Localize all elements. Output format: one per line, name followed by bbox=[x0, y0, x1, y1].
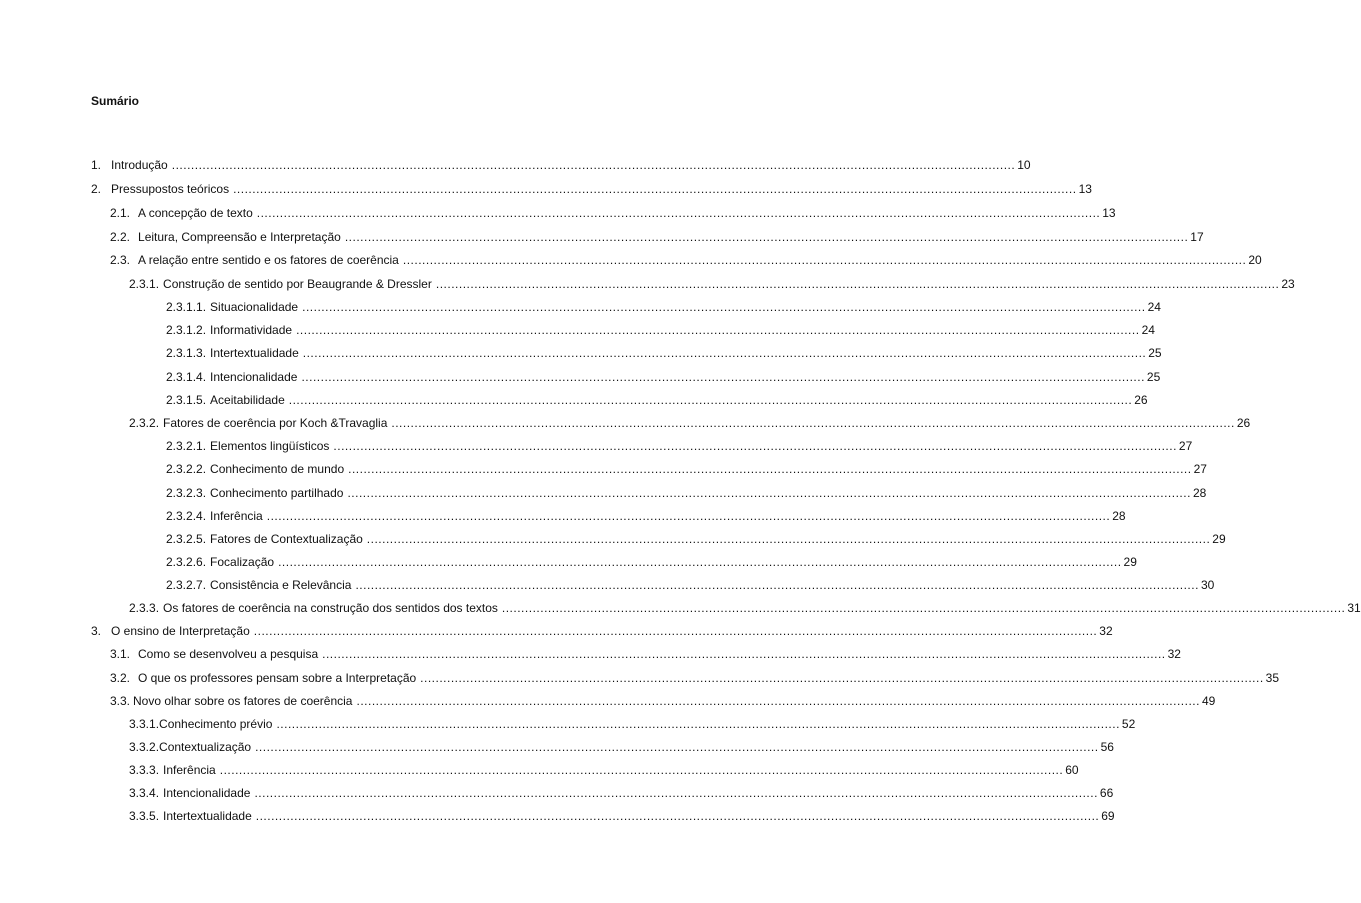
toc-entry-title: Focalização bbox=[210, 555, 275, 569]
toc-entry-leader-dots: ............................................................................................................................................................................................................................ bbox=[344, 230, 1189, 244]
toc-entry-page-number: 52 bbox=[1121, 717, 1136, 731]
toc-entry-number: 2.3. bbox=[110, 253, 131, 267]
toc-entry-title: Fatores de Contextualização bbox=[210, 532, 363, 546]
toc-entry-title: Elementos lingüísticos bbox=[210, 439, 330, 453]
toc-entry-leader-dots: ............................................................................................................................................................................................................................ bbox=[233, 182, 1077, 196]
toc-entry-page-number: 17 bbox=[1190, 230, 1204, 244]
toc-entry-page-number: 28 bbox=[1192, 486, 1207, 500]
toc-entry[interactable] bbox=[166, 461, 1207, 477]
toc-entry-leader-dots: ............................................................................................................................................................................................................................ bbox=[302, 346, 1147, 360]
toc-entry-number: 2.3.1.3. bbox=[166, 346, 207, 360]
toc-entry-leader-dots: ............................................................................................................................................................................................................................ bbox=[288, 393, 1133, 407]
toc-entry-title: Intertextualidade bbox=[210, 346, 299, 360]
toc-entry[interactable] bbox=[129, 716, 1136, 732]
toc-entry[interactable] bbox=[129, 808, 1115, 824]
toc-entry-number: 2.3.2.6. bbox=[166, 555, 207, 569]
toc-entry-leader-dots: ............................................................................................................................................................................................................................ bbox=[501, 601, 1346, 615]
toc-entry-leader-dots: ............................................................................................................................................................................................................................ bbox=[276, 717, 1120, 731]
toc-entry-page-number: 28 bbox=[1112, 509, 1126, 523]
toc-entry-number: 2.3.2.4. bbox=[166, 509, 207, 523]
toc-entry-number: 3.3.5. bbox=[129, 809, 160, 823]
toc-entry-number: 2.3.1. bbox=[129, 277, 160, 291]
toc-entry-number: 2.3.2.2. bbox=[166, 462, 207, 476]
toc-entry-page-number: 13 bbox=[1102, 206, 1116, 220]
toc-entry-leader-dots: ............................................................................................................................................................................................................................ bbox=[333, 439, 1177, 453]
toc-entry-title: Inferência bbox=[163, 763, 216, 777]
toc-entry[interactable] bbox=[166, 299, 1161, 315]
toc-entry[interactable] bbox=[166, 508, 1126, 524]
toc-entry-leader-dots: ............................................................................................................................................................................................................................ bbox=[255, 740, 1099, 754]
toc-entry-number: 3.3. bbox=[110, 694, 131, 708]
toc-entry-title: Intencionalidade bbox=[163, 786, 251, 800]
toc-entry-title: Intertextualidade bbox=[163, 809, 252, 823]
toc-entry[interactable] bbox=[129, 762, 1079, 778]
toc-entry-number: 3.3.1. bbox=[129, 717, 160, 731]
toc-entry-leader-dots: ............................................................................................................................................................................................................................ bbox=[356, 694, 1200, 708]
toc-entry-number: 2.3.1.4. bbox=[166, 370, 207, 384]
toc-entry-page-number: 25 bbox=[1146, 370, 1161, 384]
toc-entry-page-number: 20 bbox=[1248, 253, 1262, 267]
toc-entry[interactable] bbox=[166, 322, 1155, 338]
toc-entry-title: O ensino de Interpretação bbox=[111, 624, 250, 638]
toc-entry-page-number: 66 bbox=[1099, 786, 1114, 800]
toc-entry-title: Como se desenvolveu a pesquisa bbox=[138, 647, 319, 661]
toc-entry-page-number: 26 bbox=[1134, 393, 1148, 407]
toc-entry-title: Conhecimento de mundo bbox=[210, 462, 345, 476]
toc-entry-page-number: 30 bbox=[1200, 578, 1215, 592]
toc-entry-page-number: 56 bbox=[1100, 740, 1114, 754]
toc-entry-leader-dots: ............................................................................................................................................................................................................................ bbox=[420, 671, 1264, 685]
toc-entry-page-number: 29 bbox=[1212, 532, 1226, 546]
toc-entry-page-number: 25 bbox=[1148, 346, 1162, 360]
toc-entry-leader-dots: ............................................................................................................................................................................................................................ bbox=[219, 763, 1064, 777]
toc-entry-number: 2.3.2.3. bbox=[166, 486, 207, 500]
toc-entry-title: Pressupostos teóricos bbox=[111, 182, 230, 196]
toc-entry-leader-dots: ............................................................................................................................................................................................................................ bbox=[296, 323, 1140, 337]
toc-entry-leader-dots: ............................................................................................................................................................................................................................ bbox=[348, 462, 1192, 476]
toc-entry-title: Conhecimento partilhado bbox=[210, 486, 344, 500]
toc-entry-number: 2.3.3. bbox=[129, 601, 160, 615]
toc-entry-number: 2.3.2.5. bbox=[166, 532, 207, 546]
toc-entry[interactable] bbox=[110, 693, 1216, 709]
toc-entry-title: Introdução bbox=[111, 158, 168, 172]
toc-entry-leader-dots: ............................................................................................................................................................................................................................ bbox=[322, 647, 1166, 661]
toc-entry[interactable] bbox=[129, 415, 1251, 431]
toc-entry[interactable] bbox=[166, 554, 1137, 570]
toc-entry-page-number: 26 bbox=[1236, 416, 1251, 430]
toc-entry-page-number: 13 bbox=[1078, 182, 1092, 196]
toc-entry-page-number: 27 bbox=[1178, 439, 1193, 453]
toc-entry[interactable] bbox=[129, 785, 1114, 801]
toc-entry-page-number: 24 bbox=[1147, 300, 1161, 314]
toc-entry-title: O que os professores pensam sobre a Interpretação bbox=[138, 671, 417, 685]
toc-entry-title: Aceitabilidade bbox=[210, 393, 285, 407]
toc-entry[interactable] bbox=[166, 345, 1162, 361]
toc-entry-leader-dots: ............................................................................................................................................................................................................................ bbox=[347, 486, 1191, 500]
toc-entry-leader-dots: ............................................................................................................................................................................................................................ bbox=[366, 532, 1211, 546]
toc-entry[interactable] bbox=[110, 670, 1280, 686]
toc-entry-title: A relação entre sentido e os fatores de coerência bbox=[138, 253, 399, 267]
toc-entry-page-number: 29 bbox=[1123, 555, 1137, 569]
toc-entry[interactable] bbox=[166, 577, 1215, 593]
toc-entry-leader-dots: ............................................................................................................................................................................................................................ bbox=[254, 786, 1098, 800]
toc-entry[interactable] bbox=[129, 739, 1114, 755]
toc-entry[interactable] bbox=[129, 276, 1295, 292]
toc-entry-page-number: 32 bbox=[1099, 624, 1113, 638]
toc-entry[interactable] bbox=[166, 392, 1148, 408]
toc-entry-number: 3. bbox=[91, 624, 102, 638]
toc-entry-leader-dots: ............................................................................................................................................................................................................................ bbox=[266, 509, 1111, 523]
toc-entry[interactable] bbox=[91, 623, 1113, 639]
toc-entry-number: 3.3.4. bbox=[129, 786, 160, 800]
toc-entry-number: 3.2. bbox=[110, 671, 131, 685]
toc-entry[interactable] bbox=[166, 531, 1226, 547]
toc-entry-page-number: 32 bbox=[1167, 647, 1181, 661]
toc-entry-number: 2.1. bbox=[110, 206, 131, 220]
toc-entry-leader-dots: ............................................................................................................................................................................................................................ bbox=[391, 416, 1235, 430]
toc-entry-number: 3.3.3. bbox=[129, 763, 160, 777]
toc-entry[interactable] bbox=[166, 369, 1161, 385]
toc-entry-leader-dots: ............................................................................................................................................................................................................................ bbox=[278, 555, 1122, 569]
toc-entry[interactable] bbox=[110, 252, 1262, 268]
toc-entry-title: Os fatores de coerência na construção dos sentidos dos textos bbox=[163, 601, 498, 615]
toc-entry-page-number: 35 bbox=[1265, 671, 1280, 685]
toc-entry-title: Inferência bbox=[210, 509, 263, 523]
toc-entry-number: 3.3.2. bbox=[129, 740, 160, 754]
toc-entry-page-number: 24 bbox=[1141, 323, 1155, 337]
toc-entry-title: Contextualização bbox=[159, 740, 252, 754]
toc-entry-title: Construção de sentido por Beaugrande & Dressler bbox=[163, 277, 432, 291]
toc-entry-leader-dots: ............................................................................................................................................................................................................................ bbox=[255, 809, 1100, 823]
toc-entry-number: 2. bbox=[91, 182, 102, 196]
page-title: Sumário bbox=[91, 94, 140, 108]
toc-entry[interactable] bbox=[110, 205, 1116, 221]
toc-entry-title: Leitura, Compreensão e Interpretação bbox=[138, 230, 341, 244]
toc-entry-number: 2.3.2.7. bbox=[166, 578, 207, 592]
toc-entry[interactable] bbox=[166, 438, 1193, 454]
toc-entry-leader-dots: ............................................................................................................................................................................................................................ bbox=[355, 578, 1199, 592]
toc-entry[interactable] bbox=[110, 229, 1204, 245]
toc-entry-number: 2.3.1.5. bbox=[166, 393, 207, 407]
toc-entry[interactable] bbox=[110, 646, 1181, 662]
toc-entry-title: Fatores de coerência por Koch &Travaglia bbox=[163, 416, 388, 430]
toc-entry-number: 1. bbox=[91, 158, 102, 172]
toc-entry-number: 2.3.1.2. bbox=[166, 323, 207, 337]
toc-entry-title: Consistência e Relevância bbox=[210, 578, 352, 592]
toc-entry-title: Situacionalidade bbox=[210, 300, 299, 314]
toc-entry-leader-dots: ............................................................................................................................................................................................................................ bbox=[435, 277, 1280, 291]
toc-entry-title: Informatividade bbox=[210, 323, 293, 337]
toc-entry-title: Intencionalidade bbox=[210, 370, 298, 384]
toc-entry-title: Conhecimento prévio bbox=[159, 717, 273, 731]
toc-entry-leader-dots: ............................................................................................................................................................................................................................ bbox=[402, 253, 1247, 267]
toc-entry-page-number: 31 bbox=[1347, 601, 1361, 615]
toc-entry[interactable] bbox=[166, 485, 1207, 501]
toc-entry-number: 2.2. bbox=[110, 230, 131, 244]
toc-entry-leader-dots: ............................................................................................................................................................................................................................ bbox=[301, 370, 1145, 384]
toc-entry[interactable] bbox=[91, 157, 1031, 173]
toc-entry-number: 2.3.2. bbox=[129, 416, 160, 430]
toc-entry-page-number: 23 bbox=[1281, 277, 1295, 291]
toc-entry-title: A concepção de texto bbox=[138, 206, 253, 220]
toc-entry-number: 2.3.2.1. bbox=[166, 439, 207, 453]
toc-entry-number: 2.3.1.1. bbox=[166, 300, 207, 314]
toc-entry-leader-dots: ............................................................................................................................................................................................................................ bbox=[253, 624, 1098, 638]
toc-entry-page-number: 49 bbox=[1201, 694, 1216, 708]
toc-entry[interactable] bbox=[91, 181, 1092, 197]
toc-entry-leader-dots: ............................................................................................................................................................................................................................ bbox=[302, 300, 1146, 314]
toc-entry-page-number: 60 bbox=[1065, 763, 1079, 777]
toc-entry-page-number: 69 bbox=[1101, 809, 1115, 823]
toc-entry-title: Novo olhar sobre os fatores de coerência bbox=[133, 694, 353, 708]
toc-entry-leader-dots: ............................................................................................................................................................................................................................ bbox=[171, 158, 1016, 172]
toc-entry-page-number: 10 bbox=[1017, 158, 1031, 172]
toc-entry[interactable] bbox=[129, 600, 1361, 616]
toc-entry-page-number: 27 bbox=[1193, 462, 1207, 476]
toc-entry-leader-dots: ............................................................................................................................................................................................................................ bbox=[256, 206, 1101, 220]
toc-entry-number: 3.1. bbox=[110, 647, 131, 661]
